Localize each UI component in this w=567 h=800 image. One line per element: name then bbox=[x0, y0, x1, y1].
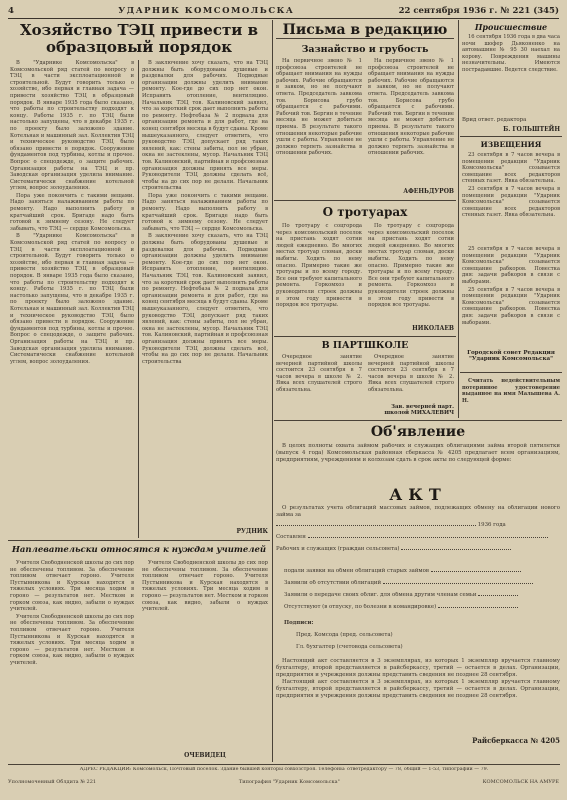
sidewalks-text-2: По тротуару с соцгорода через комсомольский поселок на пристань ходят сотни людей ежедневно. Во многих местах тротуар сломан, доски выбиты. Ходить по нему опасно. Примерно такие же тротуары и по всему городу. Все они требуют капитального ремонта. Горкомхоз и руководители строек должны в этом году привести в порядок все тротуары. bbox=[368, 223, 454, 309]
act-line-3[interactable] bbox=[284, 592, 560, 598]
act-footer-body-b: Настоящий акт составляется в 3 экземплярах, из которых 1 экземпляр вручается главному бухгалтеру, второй представляется в райсберкассу, третий — остается в делах. Организации, предприятия и учреждения должны представить сведения не позднее 28 сентября. bbox=[276, 679, 560, 699]
teachers-col1 bbox=[10, 560, 134, 760]
act-line-2-label: Заявили об отсутствии облигаций bbox=[284, 580, 382, 586]
page-number: 4 bbox=[8, 6, 14, 16]
letters-text-1: На первичное звено № 1 профсоюза строителей не обращает внимания на нужды рабочих. Рабочие обращаются в завком, но не получают ответа. Председатель завкома тов. Борисова грубо обращается с рабочими. Рабочий тов. Бергин в течение месяца не может добиться приема. В результате такого отношения некоторые рабочие ушли с работы. Управление не должно терпеть зазнайства в отношении рабочих. bbox=[276, 58, 362, 157]
tez-text-2: В заключение хочу сказать, что на ТЭЦ должны быть оборудованы душевые и раздевалки для рабочих. Подводные организации должны уделить внимание ремонту. Кое-где до сих пор нет окон. Исправить отопление, вентиляцию. Начальник ТЭЦ тов. Калиновский заявил, что за короткий срок дает выполнить работы по ремонту. Нефтебаза № 2 подвала для организации ремонта и для работ, где на конец сентября месяца в будут сданы. Кроме вышеуказанного, следует отметить, что руководство ТЭЦ допускает ряд таких явлений, как: стены забиты, пол не убран, окна не застеклены, мусор. Начальник ТЭЦ тов. Калиновский, партийная и профсоюзная организация должны принять все меры. Руководители ТЭЦ должны сделать всё, чтобы на до сих пор не делали. Начальник строительства bbox=[142, 60, 268, 192]
act-place-line[interactable] bbox=[276, 534, 560, 540]
sidewalks-text-1: По тротуару с соцгорода через комсомольский поселок на пристань ходят сотни людей ежедневно. Во многих местах тротуар сломан, доски выбиты. Ходить по нему опасно. Примерно такие же тротуары и по всему городу. Все они требуют капитального ремонта. Горкомхоз и руководители строек должны в этом году привести в порядок все тротуары. bbox=[276, 223, 362, 309]
act-footer-body: Настоящий акт составляется в 3 экземплярах, из которых 1 экземпляр вручается главному бухгалтеру, второй представляется в райсберкассу, третий — остается в делах. Организации, предприятия и учреждения должны представить сведения не позднее 28 сентября. bbox=[276, 658, 560, 678]
act-sign-2-label: Гл. бухгалтер (счетовода сельсовета) bbox=[296, 644, 403, 650]
act-line-4-label: Отсутствуют (в отпуску, по болезни в командировке) bbox=[284, 604, 437, 610]
teachers-headline: Наплевательски относятся к нуждам учителей bbox=[11, 545, 267, 555]
act-place-blank[interactable] bbox=[308, 537, 548, 538]
rule bbox=[274, 336, 456, 337]
announcement-text bbox=[276, 443, 560, 483]
incident-signature: Б. ГОЛЬШТЕЙН bbox=[503, 126, 560, 133]
act-count-line[interactable] bbox=[276, 546, 560, 552]
act-intro-text: О результатах учета облигаций массовых займов, подлежащих обмену на облигации нового займа за bbox=[276, 505, 560, 518]
paper-name: УДАРНИК КОМСОМОЛЬСКА bbox=[118, 6, 295, 16]
letters-headline: Зазнайство и грубость bbox=[301, 44, 429, 55]
letters-banner: Письма в редакцию bbox=[276, 22, 454, 39]
party-school-text-2: Очередное занятие вечерней партийной школы состоится 23 сентября в 7 часов вечера в школе № 2. Явка всех слушателей строго обязательна. bbox=[368, 354, 454, 393]
party-school-signature: Зав. вечерней парт. школой МИХАЛЕВИЧ bbox=[384, 404, 454, 416]
org-name-blank[interactable] bbox=[276, 525, 476, 526]
notice-1-text-b: 23 сентября в 7 часов вечера в помещении редакции "Ударник Комсомольска" созывается совещание всех редакторов стенных газет. Явка обязательна. bbox=[462, 185, 560, 219]
incident-sig-label: Врид ответ. редактора bbox=[462, 117, 527, 123]
column-rule bbox=[458, 20, 459, 418]
party-school-col1 bbox=[276, 354, 362, 414]
party-school-text-1: Очередное занятие вечерней партийной школы состоится 23 сентября в 7 часов вечера в школе № 2. Явка всех слушателей строго обязательна. bbox=[276, 354, 362, 393]
sidewalks-signature: НИКОЛАЕВ bbox=[412, 325, 454, 332]
rule bbox=[460, 136, 562, 137]
footer-rule bbox=[8, 764, 560, 765]
act-sign-2[interactable] bbox=[296, 644, 560, 650]
imprint-row bbox=[8, 779, 559, 785]
notices-headline: ИЗВЕЩЕНИЯ bbox=[480, 140, 542, 149]
act-headline: АКТ bbox=[389, 485, 447, 504]
rule bbox=[8, 540, 270, 541]
act-year: 1936 года bbox=[477, 522, 506, 528]
tez-text-2b: Пора уже покончить с такими вещами. Надо заняться налаживанием работы по ремонту. Надо выполнить работу в кратчайший срок. Бригаде надо быть готовой к зимнему сезону. Не следует забывать, что ТЭЦ — сердце Комсомольска. bbox=[142, 192, 268, 232]
column-rule bbox=[138, 60, 139, 538]
teachers-signature: ОЧЕВИДЕЦ bbox=[184, 752, 226, 759]
issue-date: 22 сентября 1936 г. № 221 (345) bbox=[398, 6, 559, 16]
sidewalks-col1 bbox=[276, 223, 362, 331]
act-line-1-blank[interactable] bbox=[431, 571, 521, 572]
act-line-4[interactable] bbox=[284, 604, 560, 610]
notice-2-text-b: 25 сентября в 7 часов вечера в помещении редакции "Ударник Комсомольска" созывается совещание рабкоров. Повестка дня: задачи рабкоров в связи с выборами. bbox=[462, 286, 560, 326]
tez-text-1: В "Ударнике Комсомольска" в Комсомольской ряд статей по вопросу о ТЭЦ в части эксплоатационной и строительной. Будут говорить только о хозяйстве, ибо первая и главная задача — привести хозяйство ТЭЦ в образцовый порядок. В январе 1935 года было сказано, что работы по строительству подходят к концу. Работы 1935 г. по ТЭЦ были настолько запущены, что в декабре 1935 г. по проекту было заложено здание. Котельная и машинный зал. Коллектив ТЭЦ и техническое руководство ТЭЦ было обязано привести в порядок. Сооружение фундаментов под турбины, котлы и прочее. Вопрос о спецодежде, о защите рабочих. Организация работы на ТЭЦ и пр. Заводская организация уделила внимание. Систематически снабжение котельной углем, вопрос золоудаления. bbox=[10, 60, 134, 192]
sidewalks-col2 bbox=[368, 223, 454, 323]
lost-document-text: Считать недействительным потерянное удостоверение выданное на имя Малышева А. Н. bbox=[462, 378, 560, 404]
sberkassa-signature: Райсберкасса № 4205 bbox=[472, 736, 560, 745]
letters-text-2: На первичное звено № 1 профсоюза строителей не обращает внимания на нужды рабочих. Рабочие обращаются в завком, но не получают ответа. Председатель завкома тов. Борисова грубо обращается с рабочими. Рабочий тов. Бергин в течение месяца не может добиться приема. В результате такого отношения некоторые рабочие ушли с работы. Управление не должно терпеть зазнайства в отношении рабочих. bbox=[368, 58, 454, 157]
letters-col1 bbox=[276, 58, 362, 198]
act-count-label: Рабочих и служащих (граждан сельсовета) bbox=[276, 546, 400, 552]
tez-article-col2 bbox=[142, 60, 268, 526]
teachers-col2 bbox=[142, 560, 268, 750]
tez-text-1b: В "Ударнике Комсомольска" в Комсомольской ряд статей по вопросу о ТЭЦ в части эксплоатационной и строительной. Будут говорить только о хозяйстве, ибо первая и главная задача — привести хозяйство ТЭЦ в образцовый порядок. В январе 1935 года было сказано, что работы по строительству подходят к концу. Работы 1935 г. по ТЭЦ были настолько запущены, что в декабре 1935 г. по проекту было заложено здание. Котельная и машинный зал. Коллектив ТЭЦ и техническое руководство ТЭЦ было обязано привести в порядок. Сооружение фундаментов под турбины, котлы и прочее. Вопрос о спецодежде, о защите рабочих. Организация работы на ТЭЦ и пр. Заводская организация уделила внимание. Систематически снабжение котельной углем, вопрос золоудаления. bbox=[10, 233, 134, 365]
notice-2 bbox=[462, 246, 560, 346]
act-line-1-label: подали заявки на обмен облигаций старых займов bbox=[284, 568, 429, 574]
incident-headline: Происшествие bbox=[474, 22, 548, 32]
teachers-text-2: Учителя Свободненской школы до сих пор не обеспечены топливом. За обеспечение топливом отвечает гороно. Учителя Пустынникова и Курская находятся в тяжелых условиях. Три месяца ходим в гороно — результатов нет. Местком и горком союза, как видно, забыли о нуждах учителей. bbox=[142, 560, 268, 613]
editorial-address: АДРЕС РЕДАКЦИИ: Комсомольск, Почтовый поселок. Здание бывшей конторы совхозстроя. Телефоны: ответредактору — 78, общий — 1-53, типографии — 79. bbox=[79, 767, 489, 772]
imprint-printer: Типография "Ударник Комсомольска" bbox=[238, 779, 340, 785]
incident-body: 16 сентября 1936 года в два часа ночи шофер Дьяконенко на автомашине № 95 30 наехал на корову. Повреждения машины незначительны. Имеются пострадавшие. Ведется следствие. bbox=[462, 34, 560, 73]
act-sign-1-label: Пред. Комсода (пред. сельсовета) bbox=[296, 632, 393, 638]
notice-1-text: 23 сентября в 7 часов вечера в помещении редакции "Ударник Комсомольска" созывается совещание всех редакторов стенных газет. Явка обязательна. bbox=[462, 152, 560, 185]
main-headline: Хозяйство ТЭЦ привести в образцовый порядок bbox=[19, 21, 259, 56]
tez-text-lower: Пора уже покончить с такими вещами. Надо заняться налаживанием работы по ремонту. Надо выполнить работу в кратчайший срок. Бригаде надо быть готовой к зимнему сезону. Не следует забывать, что ТЭЦ — сердце Комсомольска. bbox=[10, 192, 134, 232]
rule bbox=[274, 200, 456, 201]
imprint-city: КОМСОМОЛЬСК НА АМУРЕ bbox=[482, 779, 559, 785]
act-intro bbox=[276, 505, 560, 519]
act-footer-text bbox=[276, 658, 560, 734]
tez-article-col1 bbox=[10, 60, 134, 535]
announcement-body: В целях полноты охвата займом рабочих и служащих облигациями займа второй пятилетки (выпуск 4 года) Комсомольская районная сберкасса № 4205 предлагает всем организациям, предприятиям, учреждениям и колхозам сдать в срок акты по следующей форме: bbox=[276, 443, 560, 463]
act-count-blank[interactable] bbox=[401, 549, 511, 550]
party-school-headline: В ПАРТШКОЛЕ bbox=[321, 340, 409, 351]
notice-2-text: 25 сентября в 7 часов вечера в помещении редакции "Ударник Комсомольска" созывается совещание рабкоров. Повестка дня: задачи рабкоров в связи с выборами. bbox=[462, 246, 560, 285]
rule bbox=[274, 420, 562, 421]
letters-signature: АФЕНЬДУРОВ bbox=[403, 188, 454, 195]
column-rule bbox=[272, 20, 273, 762]
act-line-1[interactable] bbox=[284, 568, 560, 574]
act-sign-1[interactable] bbox=[296, 632, 560, 638]
teachers-text-1: Учителя Свободненской школы до сих пор не обеспечены топливом. За обеспечение топливом отвечает гороно. Учителя Пустынникова и Курская находятся в тяжелых условиях. Три месяца ходим в гороно — результатов нет. Местком и горком союза, как видно, забыли о нуждах учителей. bbox=[10, 560, 134, 613]
act-line-2[interactable] bbox=[284, 580, 560, 586]
masthead bbox=[8, 4, 559, 19]
act-place-label: Составлен bbox=[276, 534, 306, 540]
notices-signature: Городской совет Редакция "Ударник Комсомольска" bbox=[467, 350, 555, 362]
act-org-line[interactable] bbox=[276, 522, 560, 528]
notice-1 bbox=[462, 152, 560, 242]
lost-document-note bbox=[462, 378, 560, 414]
announcement-headline: Об'явление bbox=[370, 424, 466, 440]
act-line-2-blank[interactable] bbox=[383, 583, 533, 584]
act-signatures-label: Подписи: bbox=[284, 620, 314, 626]
act-line-3-label: Заявили о передаче своих облиг. для обмена другим членам семьи bbox=[284, 592, 477, 598]
tez-text-2c: В заключение хочу сказать, что на ТЭЦ должны быть оборудованы душевые и раздевалки для рабочих. Подводные организации должны уделить внимание ремонту. Кое-где до сих пор нет окон. Исправить отопление, вентиляцию. Начальник ТЭЦ тов. Калиновский заявил, что за короткий срок дает выполнить работы по ремонту. Нефтебаза № 2 подвала для организации ремонта и для работ, где на конец сентября месяца в будут сданы. Кроме вышеуказанного, следует отметить, что руководство ТЭЦ допускает ряд таких явлений, как: стены забиты, пол не убран, окна не застеклены, мусор. Начальник ТЭЦ тов. Калиновский, партийная и профсоюзная организация должны принять все меры. Руководители ТЭЦ должны сделать всё, чтобы на до сих пор не делали. Начальник строительства bbox=[142, 233, 268, 365]
act-line-4-blank[interactable] bbox=[438, 607, 518, 608]
sidewalks-headline: О тротуарах bbox=[322, 205, 408, 219]
rule bbox=[460, 372, 562, 373]
teachers-text-1b: Учителя Свободненской школы до сих пор не обеспечены топливом. За обеспечение топливом отвечает гороно. Учителя Пустынникова и Курская находятся в тяжелых условиях. Три месяца ходим в гороно — результатов нет. Местком и горком союза, как видно, забыли о нуждах учителей. bbox=[10, 613, 134, 666]
act-line-3-blank[interactable] bbox=[478, 595, 518, 596]
party-school-col2 bbox=[368, 354, 454, 402]
incident-text bbox=[462, 34, 560, 114]
tez-signature: РУДНИК bbox=[236, 528, 268, 535]
imprint-censor: Уполномоченный Облдита № 221 bbox=[8, 779, 97, 785]
letters-col2 bbox=[368, 58, 454, 186]
